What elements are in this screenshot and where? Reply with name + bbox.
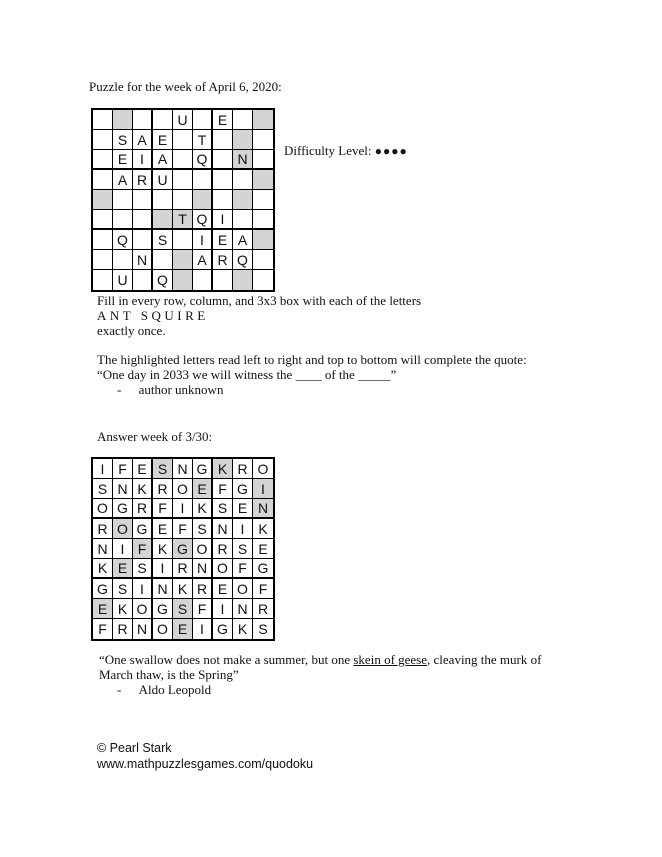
puzzle-cell-r4-c0 (93, 190, 113, 210)
answer-cell-r5-c6: O (213, 559, 233, 579)
answer-cell-r3-c8: K (253, 519, 273, 539)
puzzle-cell-r7-c2: N (133, 250, 153, 270)
puzzle-cell-r8-c3: Q (153, 270, 173, 290)
quote-prompt (97, 352, 527, 397)
answer-cell-r2-c3: F (153, 499, 173, 519)
puzzle-cell-r7-c4 (173, 250, 193, 270)
answer-cell-r5-c4: R (173, 559, 193, 579)
answer-quote-part-2: , cleaving the murk of (427, 652, 542, 667)
answer-quote-line-1 (99, 652, 541, 667)
puzzle-cell-r5-c7 (233, 210, 253, 230)
author-name: author unknown (138, 382, 224, 397)
answer-cell-r2-c1: G (113, 499, 133, 519)
puzzle-cell-r6-c5: I (193, 230, 213, 250)
puzzle-cell-r7-c7: Q (233, 250, 253, 270)
answer-cell-r6-c0: G (93, 579, 113, 599)
answer-quote-line-2: March thaw, is the Spring” (99, 667, 239, 682)
puzzle-cell-r1-c0 (93, 130, 113, 150)
puzzle-cell-r3-c1: A (113, 170, 133, 190)
answer-cell-r3-c0: R (93, 519, 113, 539)
puzzle-cell-r7-c5: A (193, 250, 213, 270)
answer-cell-r4-c3: K (153, 539, 173, 559)
puzzle-cell-r6-c8 (253, 230, 273, 250)
answer-cell-r6-c2: I (133, 579, 153, 599)
puzzle-cell-r3-c2: R (133, 170, 153, 190)
answer-cell-r6-c4: K (173, 579, 193, 599)
answer-cell-r6-c5: R (193, 579, 213, 599)
puzzle-cell-r8-c2 (133, 270, 153, 290)
instructions-line-1: Fill in every row, column, and 3x3 box with each of the letters (97, 293, 422, 308)
answer-cell-r4-c0: N (93, 539, 113, 559)
answer-cell-r8-c3: O (153, 619, 173, 639)
answer-cell-r7-c5: F (193, 599, 213, 619)
answer-cell-r6-c1: S (113, 579, 133, 599)
puzzle-cell-r0-c0 (93, 110, 113, 130)
puzzle-cell-r5-c5: Q (193, 210, 213, 230)
puzzle-cell-r8-c4 (173, 270, 193, 290)
puzzle-cell-r0-c6: E (213, 110, 233, 130)
answer-cell-r2-c0: O (93, 499, 113, 519)
puzzle-cell-r0-c5 (193, 110, 213, 130)
puzzle-cell-r0-c3 (153, 110, 173, 130)
puzzle-cell-r1-c4 (173, 130, 193, 150)
footer (97, 740, 313, 772)
puzzle-cell-r4-c2 (133, 190, 153, 210)
answer-cell-r8-c1: R (113, 619, 133, 639)
puzzle-cell-r8-c0 (93, 270, 113, 290)
answer-author-name: Aldo Leopold (138, 682, 212, 697)
answer-cell-r5-c3: I (153, 559, 173, 579)
answer-cell-r3-c5: S (193, 519, 213, 539)
puzzle-cell-r6-c3: S (153, 230, 173, 250)
answer-quote-underlined: skein of geese (353, 652, 428, 667)
puzzle-cell-r1-c1: S (113, 130, 133, 150)
puzzle-cell-r4-c4 (173, 190, 193, 210)
answer-cell-r2-c6: S (213, 499, 233, 519)
puzzle-cell-r4-c1 (113, 190, 133, 210)
answer-cell-r6-c8: F (253, 579, 273, 599)
page-title: Puzzle for the week of April 6, 2020: (89, 79, 282, 94)
answer-cell-r0-c0: I (93, 459, 113, 479)
puzzle-cell-r8-c8 (253, 270, 273, 290)
puzzle-cell-r8-c1: U (113, 270, 133, 290)
answer-cell-r3-c3: E (153, 519, 173, 539)
puzzle-cell-r8-c7 (233, 270, 253, 290)
puzzle-cell-r5-c2 (133, 210, 153, 230)
difficulty-label: Difficulty Level: (284, 143, 372, 158)
answer-cell-r7-c8: R (253, 599, 273, 619)
puzzle-cell-r7-c0 (93, 250, 113, 270)
puzzle-cell-r4-c8 (253, 190, 273, 210)
puzzle-cell-r0-c1 (113, 110, 133, 130)
puzzle-cell-r4-c6 (213, 190, 233, 210)
answer-cell-r7-c4: S (173, 599, 193, 619)
puzzle-cell-r7-c8 (253, 250, 273, 270)
footer-url: www.mathpuzzlesgames.com/quodoku (97, 757, 314, 771)
answer-cell-r5-c2: S (133, 559, 153, 579)
answer-quote-part-1: “One swallow does not make a summer, but one (99, 652, 354, 667)
answer-cell-r8-c7: K (233, 619, 253, 639)
answer-cell-r4-c6: R (213, 539, 233, 559)
answer-cell-r0-c8: O (253, 459, 273, 479)
answer-cell-r1-c7: G (233, 479, 253, 499)
answer-cell-r7-c6: I (213, 599, 233, 619)
puzzle-cell-r0-c7 (233, 110, 253, 130)
answer-cell-r4-c5: O (193, 539, 213, 559)
instructions-letters: ANT SQUIRE (97, 308, 209, 323)
puzzle-cell-r3-c3: U (153, 170, 173, 190)
answer-cell-r4-c4: G (173, 539, 193, 559)
answer-cell-r1-c1: N (113, 479, 133, 499)
puzzle-grid (91, 108, 275, 292)
answer-cell-r8-c0: F (93, 619, 113, 639)
puzzle-cell-r1-c3: E (153, 130, 173, 150)
answer-cell-r4-c7: S (233, 539, 253, 559)
puzzle-cell-r4-c3 (153, 190, 173, 210)
answer-cell-r0-c6: K (213, 459, 233, 479)
puzzle-cell-r1-c2: A (133, 130, 153, 150)
answer-cell-r7-c1: K (113, 599, 133, 619)
footer-copyright: © Pearl Stark (97, 741, 172, 755)
puzzle-cell-r3-c4 (173, 170, 193, 190)
answer-quote-author (99, 682, 541, 697)
answer-cell-r1-c4: O (173, 479, 193, 499)
puzzle-cell-r2-c7: N (233, 150, 253, 170)
puzzle-cell-r1-c6 (213, 130, 233, 150)
answer-cell-r2-c8: N (253, 499, 273, 519)
puzzle-cell-r7-c3 (153, 250, 173, 270)
answer-cell-r3-c7: I (233, 519, 253, 539)
answer-cell-r1-c3: R (153, 479, 173, 499)
answer-cell-r8-c8: S (258, 621, 268, 637)
answer-cell-r2-c4: I (173, 499, 193, 519)
answer-cell-r0-c5: G (193, 459, 213, 479)
answer-cell-r6-c6: E (213, 579, 233, 599)
puzzle-cell-r2-c1: E (113, 150, 133, 170)
author-dash: - (117, 382, 122, 397)
answer-cell-r0-c4: N (173, 459, 193, 479)
answer-cell-r0-c2: E (133, 459, 153, 479)
answer-cell-r7-c3: G (153, 599, 173, 619)
answer-cell-r5-c8: G (253, 559, 273, 579)
answer-cell-r1-c2: K (133, 479, 153, 499)
puzzle-cell-r1-c8 (253, 130, 273, 150)
puzzle-cell-r8-c5 (193, 270, 213, 290)
puzzle-cell-r7-c1 (113, 250, 133, 270)
answer-cell-r0-c1: F (113, 459, 133, 479)
puzzle-cell-r3-c6 (213, 170, 233, 190)
answer-cell-r7-c7: N (233, 599, 253, 619)
instructions-line-3: exactly once. (97, 323, 166, 338)
difficulty-dots: ●●●● (374, 144, 408, 158)
difficulty-level (284, 143, 408, 159)
answer-cell-r1-c5: E (193, 479, 213, 499)
puzzle-cell-r5-c4: T (173, 210, 193, 230)
answer-cell-r5-c0: K (93, 559, 113, 579)
puzzle-cell-r5-c1 (113, 210, 133, 230)
quote-prompt-line-2: “One day in 2033 we will witness the ____ of the _____” (97, 367, 397, 382)
answer-cell-r1-c6: F (213, 479, 233, 499)
puzzle-cell-r6-c2 (133, 230, 153, 250)
puzzle-cell-r7-c6: R (213, 250, 233, 270)
answer-cell-r3-c1: O (113, 519, 133, 539)
puzzle-cell-r2-c6 (213, 150, 233, 170)
answer-title: Answer week of 3/30: (97, 429, 213, 444)
puzzle-cell-r6-c6: E (213, 230, 233, 250)
puzzle-cell-r2-c8 (253, 150, 273, 170)
answer-quote (99, 652, 541, 697)
puzzle-cell-r6-c4 (173, 230, 193, 250)
puzzle-cell-r6-c0 (93, 230, 113, 250)
puzzle-cell-r2-c5: Q (193, 150, 213, 170)
answer-cell-r2-c2: R (133, 499, 153, 519)
answer-cell-r0-c7: R (233, 459, 253, 479)
answer-cell-r3-c4: F (173, 519, 193, 539)
answer-cell-r5-c7: F (233, 559, 253, 579)
quote-prompt-author (97, 382, 527, 397)
answer-cell-r2-c5: K (193, 499, 213, 519)
puzzle-cell-r5-c3 (153, 210, 173, 230)
answer-grid (91, 457, 275, 641)
answer-cell-r4-c2: F (133, 539, 153, 559)
puzzle-cell-r6-c1: Q (113, 230, 133, 250)
puzzle-cell-r5-c0 (93, 210, 113, 230)
puzzle-cell-r5-c6: I (213, 210, 233, 230)
puzzle-cell-r2-c0 (93, 150, 113, 170)
answer-cell-r1-c0: S (93, 479, 113, 499)
answer-cell-r5-c1: E (113, 559, 133, 579)
puzzle-cell-r3-c8 (253, 170, 273, 190)
puzzle-cell-r1-c7 (233, 130, 253, 150)
answer-cell-r8-c4: E (173, 619, 193, 639)
answer-cell-r6-c7: O (233, 579, 253, 599)
answer-cell-r8-c2: N (133, 619, 153, 639)
puzzle-cell-r0-c8 (253, 110, 273, 130)
answer-cell-r7-c2: O (133, 599, 153, 619)
puzzle-cell-r3-c7 (233, 170, 253, 190)
puzzle-cell-r0-c2 (133, 110, 153, 130)
puzzle-cell-r8-c6 (213, 270, 233, 290)
answer-cell-r2-c7: E (233, 499, 253, 519)
answer-cell-r7-c0: E (93, 599, 113, 619)
puzzle-cell-r3-c5 (193, 170, 213, 190)
puzzle-cell-r3-c0 (93, 170, 113, 190)
answer-cell-r8-c5: I (193, 619, 213, 639)
answer-cell-r3-c6: N (213, 519, 233, 539)
puzzle-cell-r2-c3: A (153, 150, 173, 170)
answer-cell-r1-c8: I (253, 479, 273, 499)
puzzle-cell-r1-c5: T (193, 130, 213, 150)
puzzle-cell-r0-c4: U (173, 110, 193, 130)
puzzle-cell-r4-c7 (233, 190, 253, 210)
puzzle-cell-r2-c4 (173, 150, 193, 170)
answer-cell-r3-c2: G (133, 519, 153, 539)
answer-cell-r8-c6: G (213, 619, 233, 639)
quote-prompt-line-1: The highlighted letters read left to right and top to bottom will complete the quote: (97, 352, 527, 367)
puzzle-cell-r4-c5 (193, 190, 213, 210)
answer-cell-r5-c5: N (193, 559, 213, 579)
instructions (97, 293, 421, 338)
answer-cell-r4-c8: E (253, 539, 273, 559)
puzzle-cell-r5-c8 (253, 210, 273, 230)
answer-cell-r0-c3: S (153, 459, 173, 479)
answer-cell-r4-c1: I (113, 539, 133, 559)
puzzle-cell-r6-c7: A (233, 230, 253, 250)
puzzle-cell-r2-c2: I (133, 150, 153, 170)
answer-cell-r6-c3: N (153, 579, 173, 599)
answer-author-dash: - (117, 682, 122, 697)
